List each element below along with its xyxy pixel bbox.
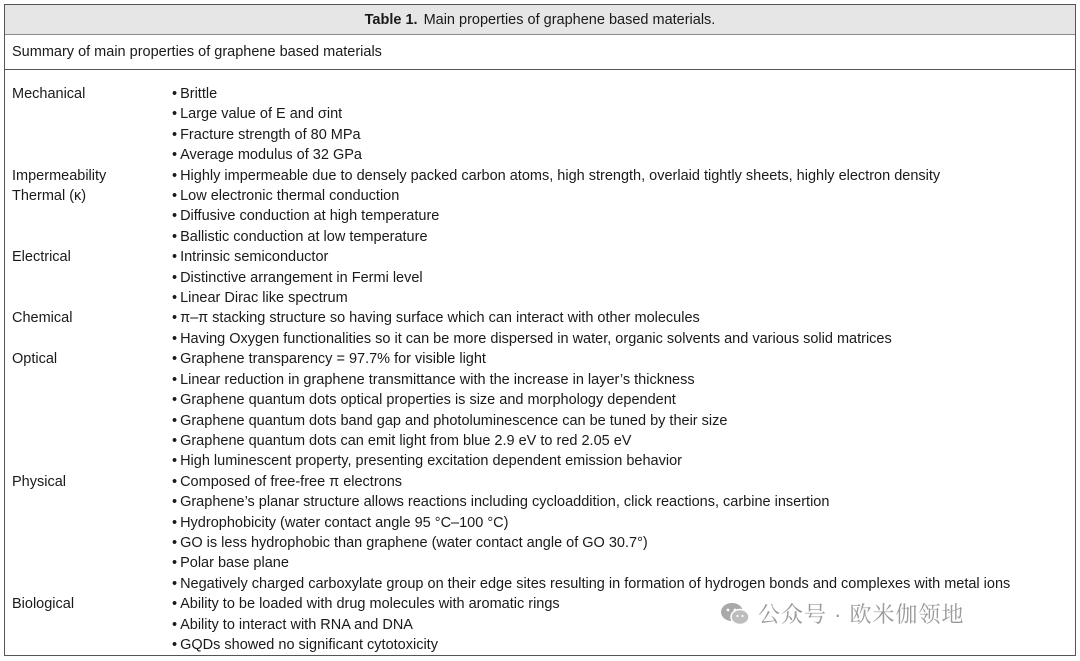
property-category: Biological bbox=[12, 596, 75, 613]
property-item: • Graphene quantum dots can emit light from blue 2.9 eV to red 2.05 eV bbox=[172, 431, 1075, 451]
property-item: • Distinctive arrangement in Fermi level bbox=[172, 268, 1075, 288]
table-subtitle: Summary of main properties of graphene based materials bbox=[5, 35, 1075, 70]
property-list bbox=[172, 84, 1075, 166]
table-row bbox=[5, 308, 1075, 349]
property-list bbox=[172, 247, 1075, 308]
property-item: • Linear Dirac like spectrum bbox=[172, 288, 1075, 308]
table-row bbox=[5, 166, 1075, 186]
table-frame bbox=[4, 4, 1076, 656]
property-item: • Average modulus of 32 GPa bbox=[172, 145, 1075, 165]
property-item: • Graphene’s planar structure allows reactions including cycloaddition, click reactions, carbine insertion bbox=[172, 492, 1075, 512]
property-item: • Intrinsic semiconductor bbox=[172, 247, 1075, 267]
property-list bbox=[172, 186, 1075, 247]
property-category: Electrical bbox=[12, 249, 71, 266]
property-item: • Polar base plane bbox=[172, 553, 1075, 573]
property-item: • Large value of E and σint bbox=[172, 104, 1075, 124]
table-body bbox=[5, 70, 1075, 655]
property-item: • GQDs showed no significant cytotoxicity bbox=[172, 635, 1075, 655]
property-item: • Low electronic thermal conduction bbox=[172, 186, 1075, 206]
wechat-icon bbox=[720, 601, 750, 627]
property-item: • Graphene transparency = 97.7% for visible light bbox=[172, 349, 1075, 369]
table-caption bbox=[5, 5, 1075, 35]
property-item: • GO is less hydrophobic than graphene (water contact angle of GO 30.7°) bbox=[172, 533, 1075, 553]
property-item: • Negatively charged carboxylate group on their edge sites resulting in formation of hydrogen bonds and complexes with metal ions bbox=[172, 574, 1075, 594]
property-item: • Ability to interact with RNA and DNA bbox=[172, 615, 1075, 635]
property-item: • Ballistic conduction at low temperature bbox=[172, 227, 1075, 247]
property-item: • Graphene quantum dots optical properties is size and morphology dependent bbox=[172, 390, 1075, 410]
property-item: • Having Oxygen functionalities so it can be more dispersed in water, organic solvents and various solid matrices bbox=[172, 329, 1075, 349]
property-list bbox=[172, 472, 1075, 594]
property-category: Chemical bbox=[12, 310, 73, 327]
property-item: • High luminescent property, presenting excitation dependent emission behavior bbox=[172, 451, 1075, 471]
property-category: Physical bbox=[12, 473, 66, 490]
table-row bbox=[5, 186, 1075, 247]
property-category: Impermeability bbox=[12, 167, 107, 184]
property-category: Thermal (κ) bbox=[12, 188, 87, 205]
table-row bbox=[5, 247, 1075, 308]
table-row bbox=[5, 349, 1075, 471]
table-row bbox=[5, 472, 1075, 594]
property-list bbox=[172, 166, 1075, 186]
watermark bbox=[720, 598, 965, 629]
property-item: • Highly impermeable due to densely packed carbon atoms, high strength, overlaid tightly sheets, highly electron density bbox=[172, 166, 1075, 186]
property-category: Optical bbox=[12, 351, 58, 368]
property-item: • Brittle bbox=[172, 84, 1075, 104]
property-item: • Diffusive conduction at high temperature bbox=[172, 206, 1075, 226]
property-item: • Linear reduction in graphene transmittance with the increase in layer’s thickness bbox=[172, 370, 1075, 390]
property-list bbox=[172, 308, 1075, 349]
property-item: • Fracture strength of 80 MPa bbox=[172, 125, 1075, 145]
property-item: • Hydrophobicity (water contact angle 95 °C–100 °C) bbox=[172, 513, 1075, 533]
watermark-text: 公众号 · 欧米伽领地 bbox=[758, 602, 965, 627]
property-item: • Composed of free-free π electrons bbox=[172, 472, 1075, 492]
property-item: • Graphene quantum dots band gap and photoluminescence can be tuned by their size bbox=[172, 411, 1075, 431]
property-category: Mechanical bbox=[12, 86, 86, 102]
property-item: • Ability to be loaded with drug molecules with aromatic rings bbox=[172, 594, 1075, 614]
property-list bbox=[172, 349, 1075, 471]
property-item: • π–π stacking structure so having surface which can interact with other molecules bbox=[172, 308, 1075, 328]
table-row bbox=[5, 84, 1075, 166]
table-title: Main properties of graphene based materials. bbox=[423, 11, 716, 28]
table-number: Table 1. bbox=[364, 11, 418, 28]
